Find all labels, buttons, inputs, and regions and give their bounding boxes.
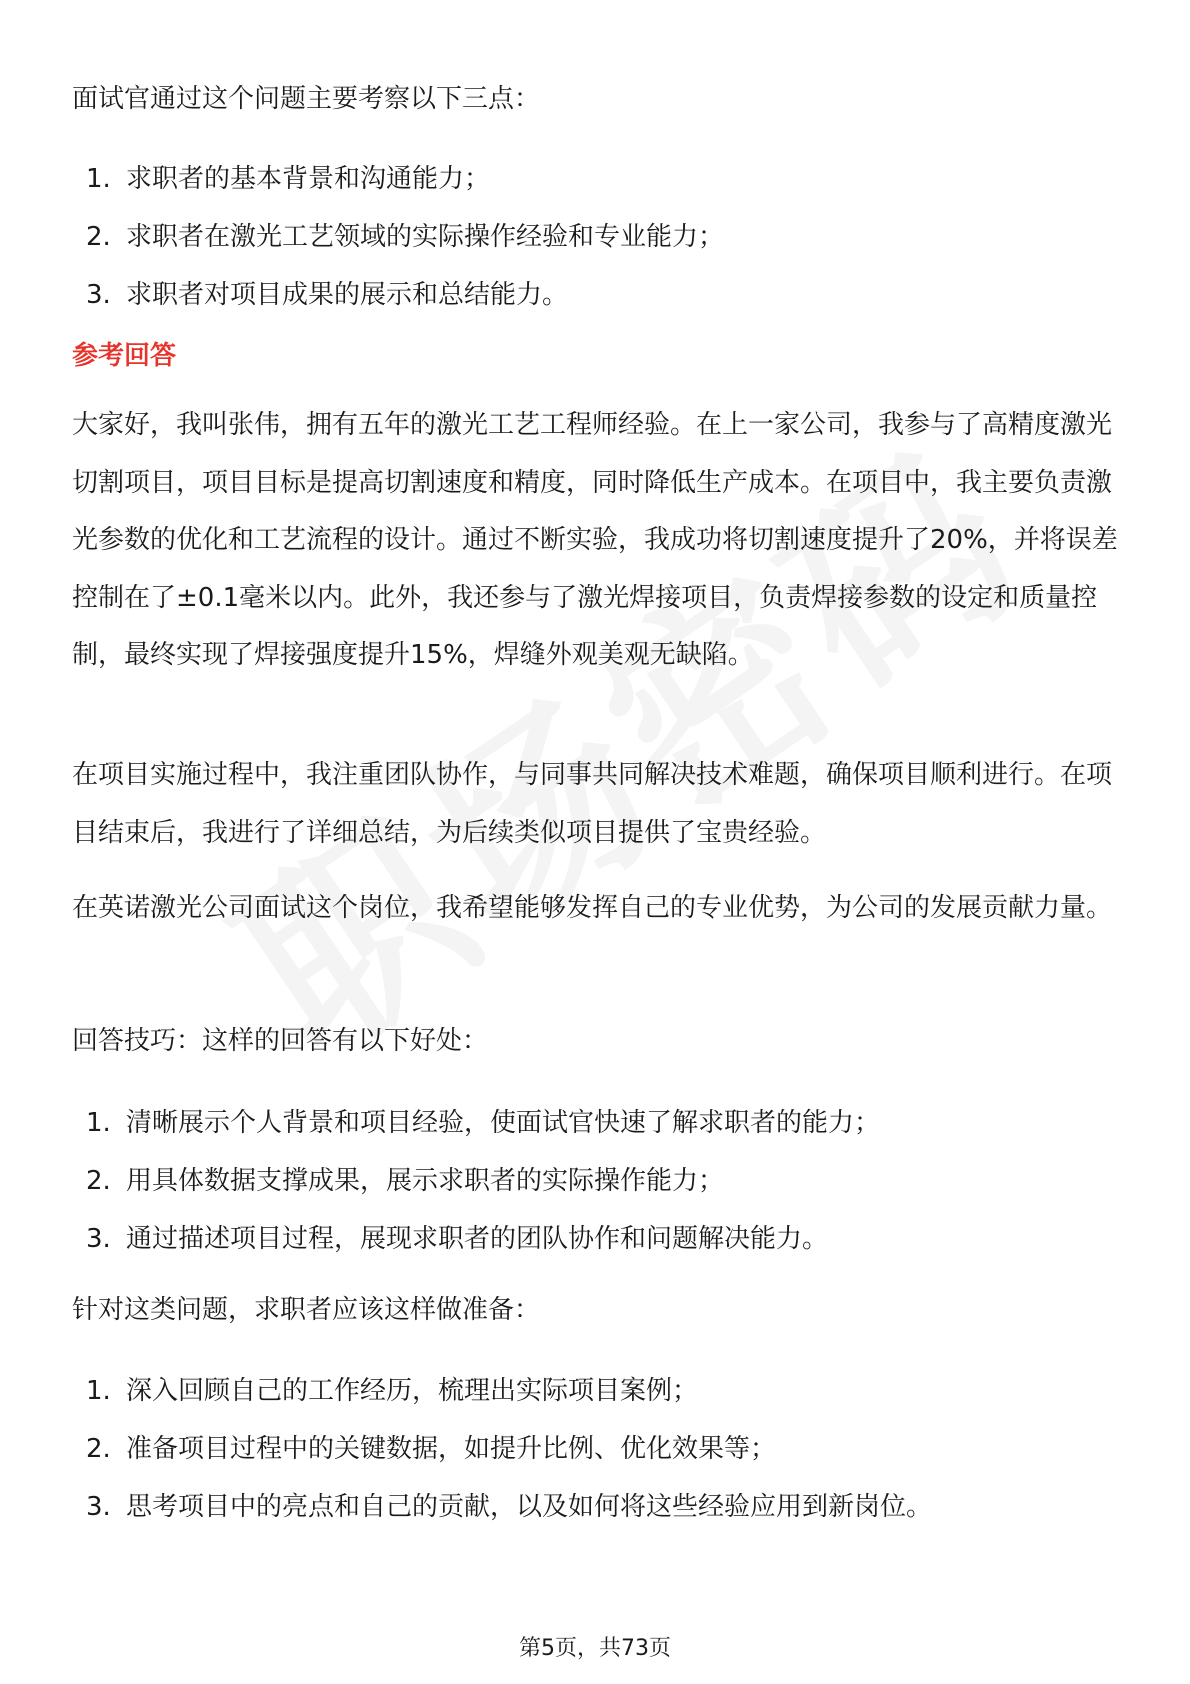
intro-text: 面试官通过这个问题主要考察以下三点： (72, 84, 541, 114)
prep-list (72, 1362, 1118, 1536)
list-item: 3. 求职者对项目成果的展示和总结能力。 (86, 280, 569, 310)
answer-paragraph-3: 在英诺激光公司面试这个岗位，我希望能够发挥自己的专业优势，为公司的发展贡献力量。 (72, 893, 1113, 923)
list-item: 2. 用具体数据支撑成果，展示求职者的实际操作能力； (86, 1166, 725, 1196)
list-item: 3. 思考项目中的亮点和自己的贡献，以及如何将这些经验应用到新岗位。 (86, 1492, 933, 1522)
tips-list (72, 1094, 1118, 1268)
answer-paragraph-1: 大家好，我叫张伟，拥有五年的激光工艺工程师经验。在上一家公司，我参与了高精度激光切割项目，项目目标是提高切割速度和精度，同时降低生产成本。在项目中，我主要负责激光参数的优化和工艺流程的设计。通过不断实验，我成功将切割速度提升了20%，并将误差控制在了±0.1毫米以内。此外，我还参与了激光焊接项目，负责焊接参数的设定和质量控制，最终实现了焊接强度提升15%，焊缝外观美观无缺陷。 (72, 410, 1118, 670)
document-page (72, 0, 1118, 1684)
answer-heading: 参考回答 (72, 341, 177, 371)
list-item: 2. 求职者在激光工艺领域的实际操作经验和专业能力； (86, 222, 725, 252)
page-number: 第5页，共73页 (519, 1636, 671, 1661)
intro-list (72, 150, 1118, 324)
tips-intro: 回答技巧：这样的回答有以下好处： (72, 1026, 489, 1056)
list-item: 1. 深入回顾自己的工作经历，梳理出实际项目案例； (86, 1376, 699, 1406)
list-item: 2. 准备项目过程中的关键数据，如提升比例、优化效果等； (86, 1434, 777, 1464)
list-item: 1. 求职者的基本背景和沟通能力； (86, 164, 491, 194)
prep-intro: 针对这类问题，求职者应该这样做准备： (72, 1295, 541, 1325)
answer-paragraph-2: 在项目实施过程中，我注重团队协作，与同事共同解决技术难题，确保项目顺利进行。在项目结束后，我进行了详细总结，为后续类似项目提供了宝贵经验。 (72, 760, 1113, 848)
list-item: 3. 通过描述项目过程，展现求职者的团队协作和问题解决能力。 (86, 1224, 829, 1254)
list-item: 1. 清晰展示个人背景和项目经验，使面试官快速了解求职者的能力； (86, 1108, 881, 1138)
